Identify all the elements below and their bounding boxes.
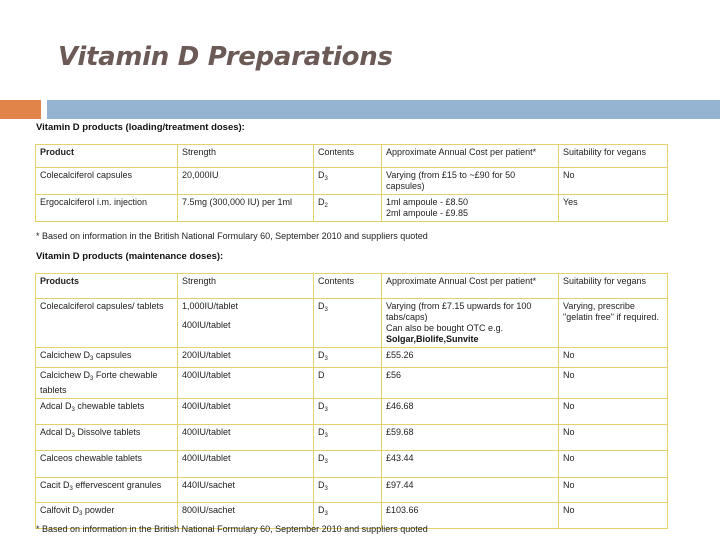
accent-bar-blue xyxy=(47,100,720,119)
cell-vegan: No xyxy=(559,451,668,478)
cell-cost: £56 xyxy=(382,368,559,399)
cell-product: Colecalciferol capsules/ tablets xyxy=(36,299,178,348)
cell-cost: £55.26 xyxy=(382,348,559,368)
cell-strength: 7.5mg (300,000 IU) per 1ml xyxy=(178,195,314,222)
cell-strength: 1,000IU/tablet 400IU/tablet xyxy=(178,299,314,348)
maintenance-footnote: * Based on information in the British National Formulary 60, September 2010 and suppliers quoted xyxy=(36,524,428,534)
header-vegan: Suitability for vegans xyxy=(559,274,668,299)
cell-cost: Varying (from £7.15 upwards for 100 tabs/caps) Can also be bought OTC e.g. Solgar,Biolife,Sunvite xyxy=(382,299,559,348)
cell-contents: $D_3$ xyxy=(314,503,382,529)
cell-product: Calcichew $D_3$ Forte chewable tablets xyxy=(36,368,178,399)
table-row xyxy=(36,348,668,368)
cell-contents: $D_3$ xyxy=(314,478,382,503)
cell-vegan: No xyxy=(559,503,668,529)
table-row xyxy=(36,478,668,503)
cell-vegan: No xyxy=(559,399,668,425)
cell-product: Calceos chewable tablets xyxy=(36,451,178,478)
cell-cost: £43.44 xyxy=(382,451,559,478)
header-contents: Contents xyxy=(314,145,382,168)
header-cost: Approximate Annual Cost per patient* xyxy=(382,274,559,299)
table-row xyxy=(36,195,668,222)
cell-cost: £46.68 xyxy=(382,399,559,425)
table-row xyxy=(36,299,668,348)
accent-bar-orange xyxy=(0,100,41,119)
table-row xyxy=(36,368,668,399)
cell-cost: £97.44 xyxy=(382,478,559,503)
cell-vegan: No xyxy=(559,368,668,399)
cell-cost: £103.66 xyxy=(382,503,559,529)
cell-vegan: No xyxy=(559,348,668,368)
header-cost: Approximate Annual Cost per patient* xyxy=(382,145,559,168)
cell-contents: $D_3$ xyxy=(314,425,382,451)
table-header-row xyxy=(36,145,668,168)
brand-names: Solgar,Biolife,Sunvite xyxy=(386,334,479,344)
cell-contents: $D_3$ xyxy=(314,399,382,425)
header-strength: Strength xyxy=(178,274,314,299)
cell-product: Colecalciferol capsules xyxy=(36,168,178,195)
header-vegan: Suitability for vegans xyxy=(559,145,668,168)
cell-strength: 440IU/sachet xyxy=(178,478,314,503)
cell-product: Adcal $D_3$ Dissolve tablets xyxy=(36,425,178,451)
table-row xyxy=(36,399,668,425)
cell-cost: Varying (from £15 to ~£90 for 50 capsules) xyxy=(382,168,559,195)
table-header-row xyxy=(36,274,668,299)
cell-contents: $D_3$ xyxy=(314,348,382,368)
cell-contents: $D_3$ xyxy=(314,168,382,195)
header-contents: Contents xyxy=(314,274,382,299)
cell-product: Calfovit $D_3$ powder xyxy=(36,503,178,529)
cell-vegan: Yes xyxy=(559,195,668,222)
header-products: Products xyxy=(36,274,178,299)
loading-doses-table xyxy=(35,144,668,222)
cell-vegan: No xyxy=(559,425,668,451)
cell-contents: $D_3$ xyxy=(314,451,382,478)
cell-product: Cacit $D_3$ effervescent granules xyxy=(36,478,178,503)
maintenance-doses-table xyxy=(35,273,668,529)
cell-contents: $D_3$ xyxy=(314,299,382,348)
cell-contents: D xyxy=(314,368,382,399)
cell-strength: 400IU/tablet xyxy=(178,368,314,399)
cell-strength: 800IU/sachet xyxy=(178,503,314,529)
cell-vegan: Varying, prescribe "gelatin free" if required. xyxy=(559,299,668,348)
cell-product: Ergocalciferol i.m. injection xyxy=(36,195,178,222)
maintenance-doses-heading: Vitamin D products (maintenance doses): xyxy=(36,251,224,262)
cell-strength: 200IU/tablet xyxy=(178,348,314,368)
loading-footnote: * Based on information in the British National Formulary 60, September 2010 and suppliers quoted xyxy=(36,231,428,241)
table-row xyxy=(36,425,668,451)
slide-title: Vitamin D Preparations xyxy=(58,42,393,72)
cell-strength: 20,000IU xyxy=(178,168,314,195)
cell-vegan: No xyxy=(559,478,668,503)
cell-strength: 400IU/tablet xyxy=(178,399,314,425)
cell-product: Adcal $D_3$ chewable tablets xyxy=(36,399,178,425)
cell-cost: £59.68 xyxy=(382,425,559,451)
cell-vegan: No xyxy=(559,168,668,195)
cell-strength: 400IU/tablet xyxy=(178,425,314,451)
cell-strength: 400IU/tablet xyxy=(178,451,314,478)
header-product: Product xyxy=(36,145,178,168)
loading-doses-heading: Vitamin D products (loading/treatment doses): xyxy=(36,122,245,133)
header-strength: Strength xyxy=(178,145,314,168)
table-row xyxy=(36,168,668,195)
cell-cost: 1ml ampoule - £8.50 2ml ampoule - £9.85 xyxy=(382,195,559,222)
table-row xyxy=(36,451,668,478)
cell-product: Calcichew $D_3$ capsules xyxy=(36,348,178,368)
cell-contents: $D_2$ xyxy=(314,195,382,222)
